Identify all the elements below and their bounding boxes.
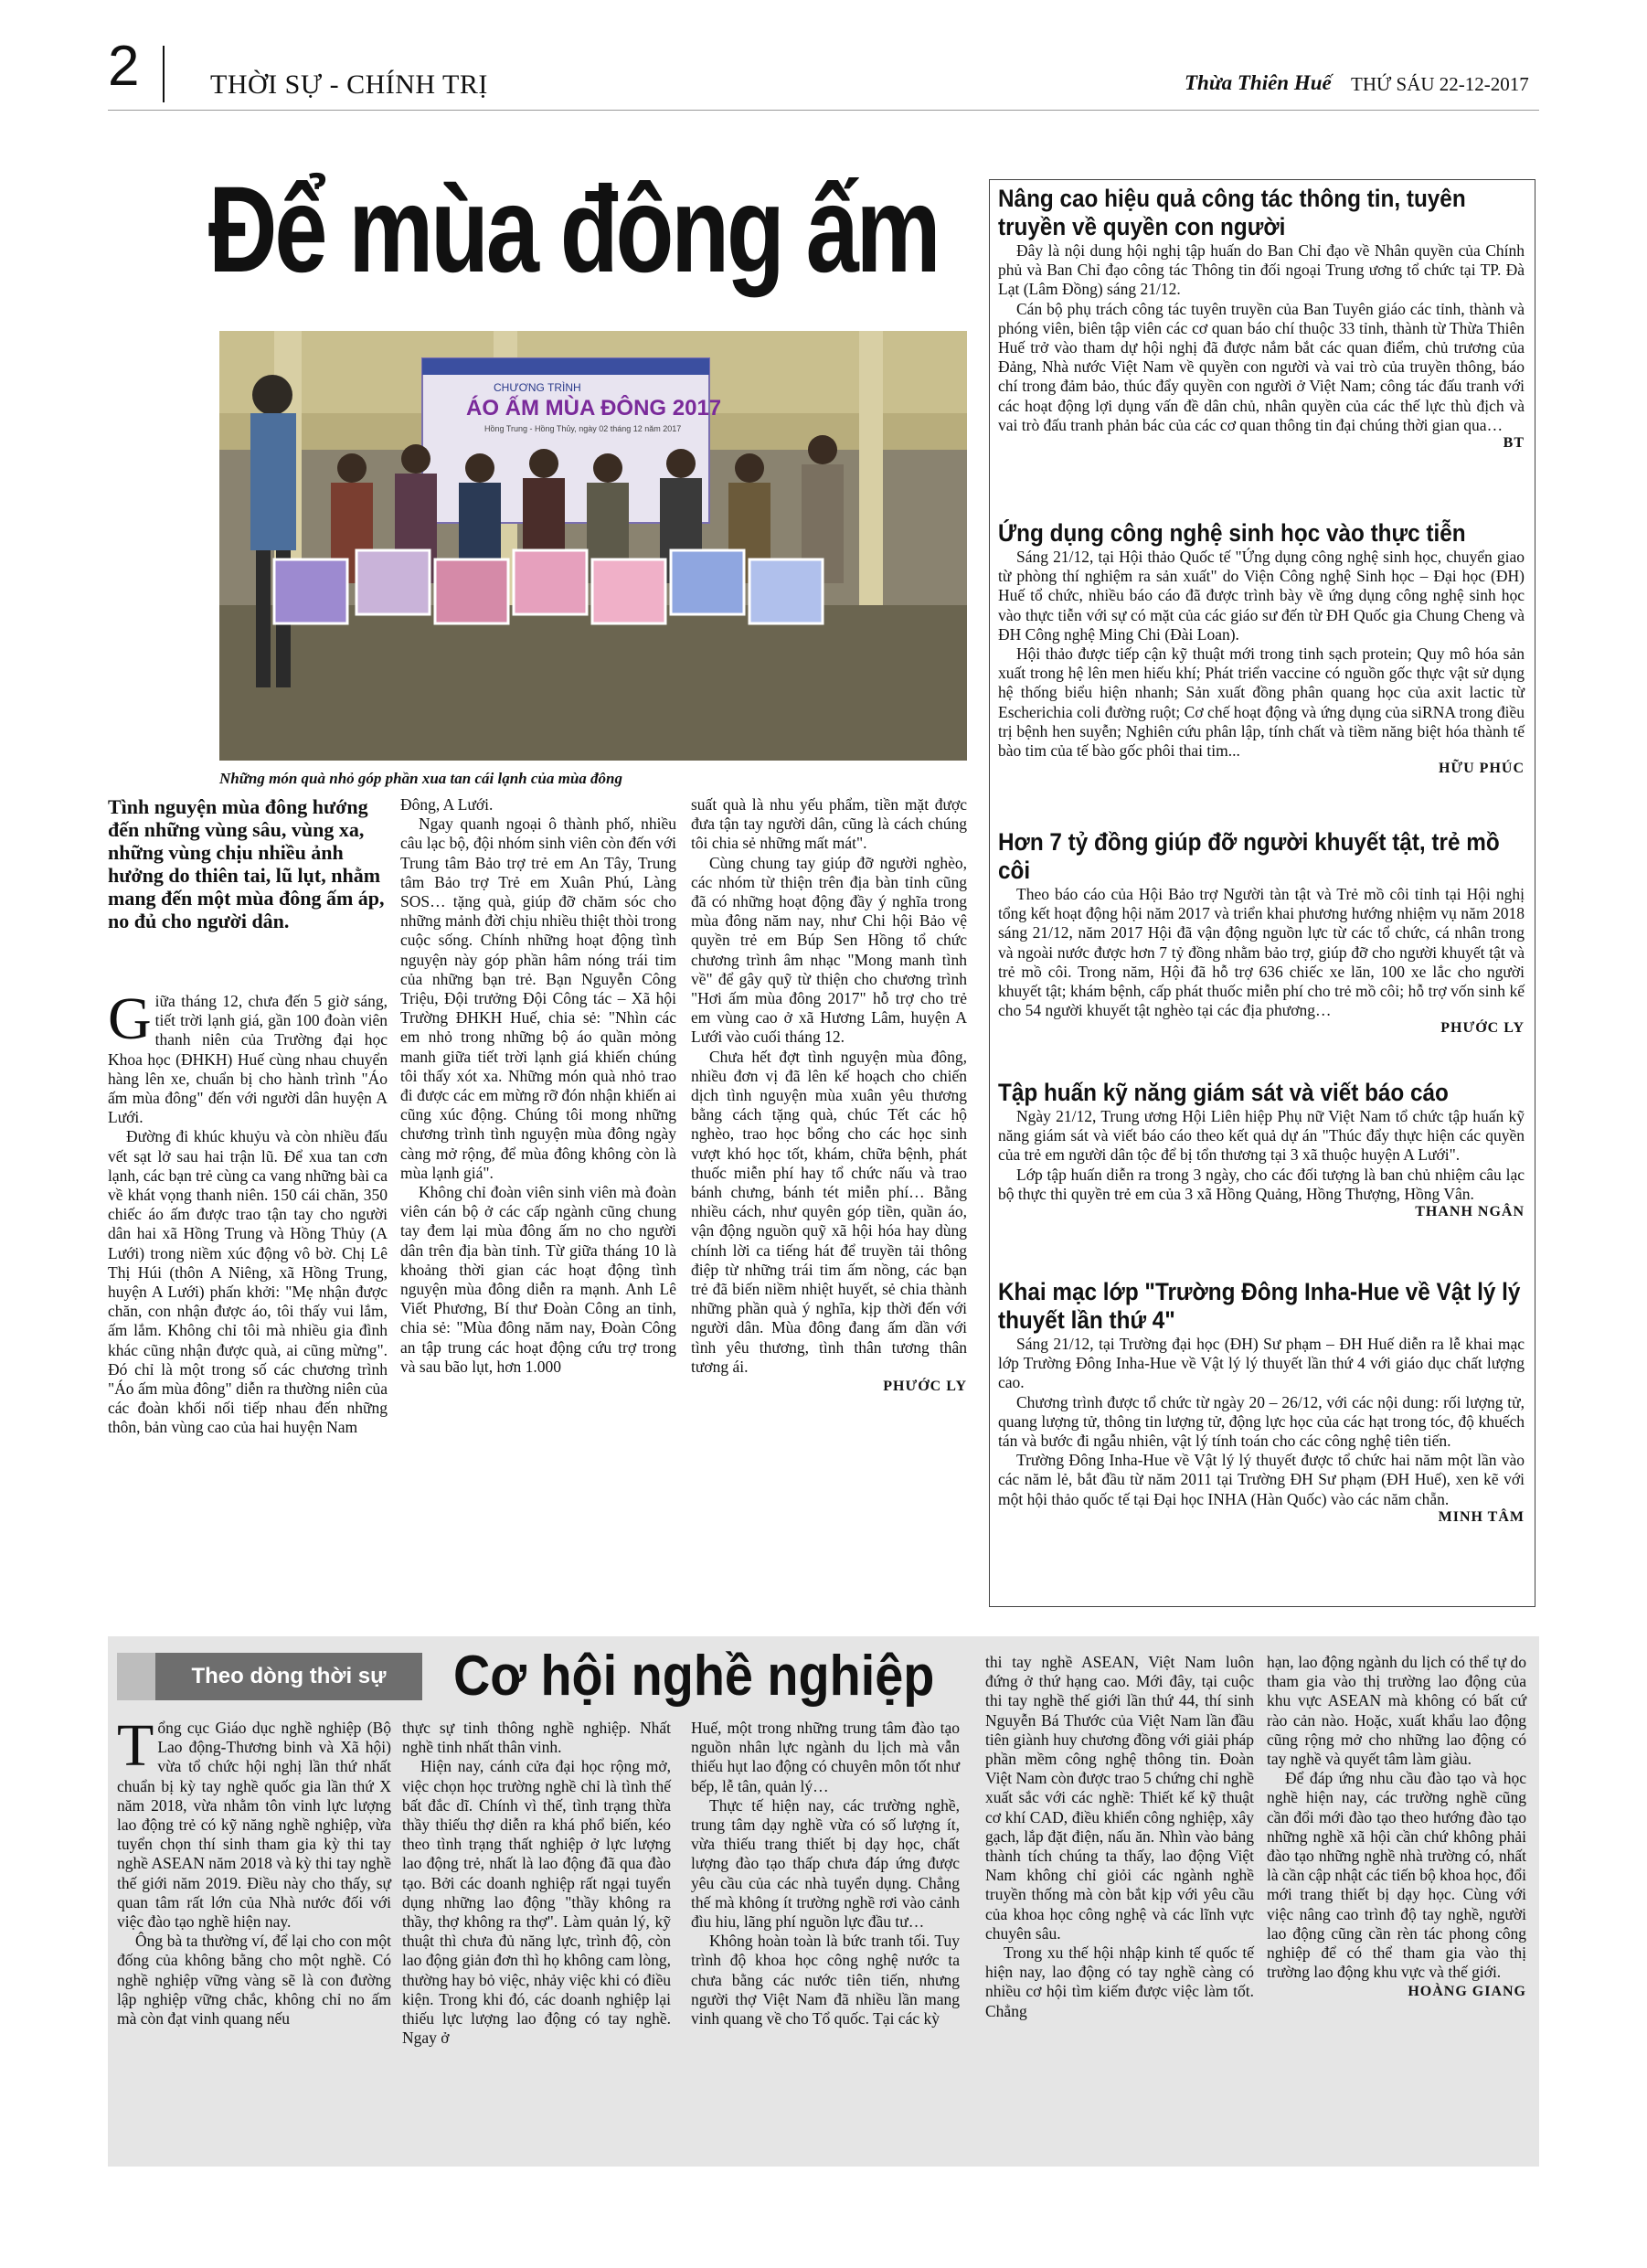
- commentary-column-1: [117, 1712, 391, 2028]
- banner-small-text: CHƯƠNG TRÌNH: [494, 381, 581, 394]
- article-photo: [219, 331, 967, 761]
- commentary-title: Cơ hội nghề nghiệp: [453, 1645, 935, 1708]
- paragraph: Ngày 21/12, Trung ương Hội Liên hiệp Phụ nữ Việt Nam tổ chức tập huấn kỹ năng giám sát và viết báo cáo theo kết quả dự án "Thúc đẩy thực hiện các quyền của trẻ em người dân tộc để bị tổn thương tại 3 xã thuộc huyện A Lưới".: [998, 1107, 1525, 1165]
- brief-title: Nâng cao hiệu quả công tác thông tin, tuyên truyền về quyền con người: [998, 185, 1466, 240]
- banner-sub-text: Hồng Trung - Hồng Thủy, ngày 02 tháng 12 năm 2017: [484, 424, 682, 433]
- paragraph: Lớp tập huấn diễn ra trong 3 ngày, cho các đối tượng là ban chủ nhiệm câu lạc bộ thực thi quyền trẻ em của 3 xã Hồng Quảng, Hồng Thượng, Hồng Vân.: [998, 1165, 1525, 1203]
- brief-item: [998, 1278, 1525, 1526]
- brief-byline: PHƯỚC LY: [1440, 1020, 1525, 1037]
- paragraph: iữa tháng 12, chưa đến 5 giờ sáng, tiết trời lạnh giá, gần 100 đoàn viên thanh niên của Trường đại học Khoa học (ĐHKH) Huế cùng nhau chuyển hàng lên xe, chuẩn bị cho hành trình "Áo ấm mùa đông" đến với người dân huyện A Lưới.: [108, 992, 388, 1127]
- commentary-column-4: [985, 1653, 1254, 2021]
- paragraph: Thực tế hiện nay, các trường nghề, trung tâm dạy nghề vừa có số lượng ít, vừa thiếu trang thiết bị dạy học, chất lượng đào tạo thấp chưa đáp ứng được yêu cầu của các nhà tuyển dụng. Chẳng thế mà không ít trường nghề rơi vào cảnh đìu hiu, lãng phí nguồn lực đầu tư…: [691, 1795, 960, 1932]
- article-column-1: [108, 985, 388, 1438]
- brief-item: [998, 185, 1525, 452]
- brief-byline: HỮU PHÚC: [1438, 761, 1525, 777]
- paragraph: hạn, lao động ngành du lịch có thể tự do tham gia vào thị trường lao động của khu vực ASEAN mà không có bất cứ rào cản nào. Hoặc, xuất khẩu lao động cũng rộng mở cho những lao động có tay nghề và quyết tâm làm giàu.: [1267, 1653, 1526, 1769]
- paragraph: suất quà là nhu yếu phẩm, tiền mặt được đưa tận tay người dân, cũng là cách chúng tôi chia sẻ những mất mát".: [691, 795, 967, 853]
- paragraph: Không chỉ đoàn viên sinh viên mà đoàn viên cán bộ ở các cấp ngành cũng chung tay đem lại mùa đông ấm no cho người dân trên địa bàn tỉnh. Từ giữa tháng 10 là khoảng thời gian các hoạt động tình nguyện mùa đông diễn ra mạnh. Anh Lê Viết Phương, Bí thư Đoàn Công an tỉnh, chia sẻ: "Mùa đông năm nay, Đoàn Công an tập trung các hoạt động cứu trợ trong và sau bão lụt, hơn 1.000: [400, 1183, 676, 1376]
- commentary-byline: HOÀNG GIANG: [1408, 1984, 1526, 2000]
- paragraph: Theo báo cáo của Hội Bảo trợ Người tàn tật và Trẻ mồ côi tỉnh tại Hội nghị tổng kết hoạt động hội năm 2017 và triển khai phương hướng nhiệm vụ năm 2018 sáng 21/12, năm 2017 Hội đã vận động nguồn lực từ các tổ chức, cá nhân trong và ngoài nước được hơn 7 tỷ đồng nhằm bảo trợ, giúp đỡ cho người khuyết tật và trẻ mồ côi. Trong năm, Hội đã hỗ trợ 636 chiếc xe lăn, 100 xe lắc cho người khuyết tật; khám bệnh, cấp phát thuốc miễn phí cho trẻ mồ côi; hỗ trợ vốn sinh kế cho 54 người khuyết tật nghèo tại các địa phương…: [998, 885, 1525, 1020]
- paragraph: Sáng 21/12, tại Hội thảo Quốc tế "Ứng dụng công nghệ sinh học, chuyển giao từ phòng thí nghiệm ra sản xuất" do Viện Công nghệ Sinh học – Đại học (ĐH) Huế tổ chức, nhiều báo cáo đã được trình bày về ứng dụng công nghệ sinh học vào thực tiễn với sự có mặt của các giáo sư đến từ ĐH Quốc gia Chung Cheng và ĐH Công nghệ Ming Chi (Đài Loan).: [998, 548, 1525, 644]
- column-tag: Theo dòng thời sự: [155, 1653, 422, 1700]
- brief-byline: MINH TÂM: [1438, 1508, 1525, 1525]
- brief-item: [998, 519, 1525, 777]
- paragraph: Ông bà ta thường ví, để lại cho con một đống của không bằng cho một nghề. Có nghề nghiệp vững vàng sẽ là con đường lập nghiệp vững chắc, không chỉ no ấm mà còn đạt vinh quang nếu: [117, 1932, 391, 2028]
- brief-title: Hơn 7 tỷ đồng giúp đỡ người khuyết tật, trẻ mồ côi: [998, 828, 1500, 884]
- page-number: 2: [108, 35, 140, 98]
- main-article-title: Để mùa đông ấm: [208, 162, 939, 298]
- article-photo-illustration: [219, 331, 967, 761]
- commentary-column-2: [402, 1719, 671, 2048]
- brief-title: Tập huấn kỹ năng giám sát và viết báo cáo: [998, 1079, 1449, 1106]
- brief-item: [998, 828, 1525, 1037]
- paragraph: thực sự tinh thông nghề nghiệp. Nhất nghề tinh nhất thân vinh.: [402, 1719, 671, 1757]
- paragraph: Hiện nay, cánh cửa đại học rộng mở, việc chọn học trường nghề chỉ là tình thế bất đắc dĩ. Chính vì thế, tình trạng thừa thầy thiếu thợ diễn ra khá phổ biến, kéo theo tình trạng thất nghiệp ở lực lượng lao động trẻ, nhất là lao động đã qua đào tạo. Bởi các doanh nghiệp rất ngại tuyển dụng những lao động "thầy không ra thầy, thợ không ra thợ". Làm quản lý, kỹ thuật thì chưa đủ năng lực, trình độ, còn lao động giản đơn thì họ không cam lòng, thường hay bỏ việc, nhảy việc khi có điều kiện. Trong khi đó, các doanh nghiệp lại thiếu lực lượng lao động có tay nghề. Ngay ở: [402, 1757, 671, 2048]
- paragraph: Không hoàn toàn là bức tranh tối. Tuy trình độ khoa học công nghệ nước ta chưa bằng các nước tiên tiến, nhưng người thợ Việt Nam đã nhiều lần mang vinh quang về cho Tổ quốc. Tại các kỳ: [691, 1932, 960, 2028]
- paragraph: Huế, một trong những trung tâm đào tạo nguồn nhân lực ngành du lịch mà vẫn thiếu hụt lao động có chuyên môn tốt như bếp, lễ tân, quản lý…: [691, 1719, 960, 1795]
- paragraph: Chưa hết đợt tình nguyện mùa đông, nhiều đơn vị đã lên kế hoạch cho chiến dịch tình nguyện mùa xuân yêu thương bằng cách tặng quà, chúc Tết các hộ nghèo, trao học bổng cho các học sinh vượt khó học tốt, khám, chữa bệnh, phát thuốc miễn phí hay tổ chức nấu và trao bánh chưng, bánh tét miễn phí… Bằng nhiều cách, như quyên góp tiền, quần áo, vận động nguồn quỹ xã hội hóa hay dùng chính lời ca tiếng hát để truyền tải thông điệp từ những trái tim ấm nồng, các bạn trẻ đã biến niềm nhiệt huyết, sẻ chia thành những phần quà ý nghĩa, kịp thời đến với người dân. Mùa đông đang ấm dần với tình yêu thương, tình thân tương thân tương ái.: [691, 1047, 967, 1376]
- brief-byline: BT: [1503, 435, 1525, 452]
- brief-item: [998, 1079, 1525, 1220]
- paragraph: Trường Đông Inha-Hue về Vật lý lý thuyết được tổ chức hai năm một lần vào các năm lẻ, bắt đầu từ năm 2011 tại Trường ĐH Sư phạm (ĐH Huế), xen kẽ với một hội thảo quốc tế tại Đại học INHA (Hàn Quốc) vào các năm chẵn.: [998, 1451, 1525, 1508]
- paragraph: Cán bộ phụ trách công tác tuyên truyền của Ban Tuyên giáo các tỉnh, thành và phóng viên, biên tập viên các cơ quan báo chí thuộc 33 tỉnh, thành từ Thừa Thiên Huế trở vào tham dự hội nghị đã được nắm bắt các quan điểm, chủ trương của Đảng, Nhà nước Việt Nam về quyền con người và vai trò của truyền thông, báo chí trong đảm bảo, thúc đẩy quyền con người ở Việt Nam; công tác đấu tranh với các hoạt động lợi dụng vấn đề dân chủ, nhân quyền của các thế lực thù địch và vai trò đấu tranh phản bác của các cơ quan thông tin đại chúng thời gian qua…: [998, 299, 1525, 434]
- banner-title-text: ÁO ẤM MÙA ĐÔNG 2017: [466, 396, 722, 421]
- paragraph: Sáng 21/12, tại Trường đại học (ĐH) Sư phạm – ĐH Huế diễn ra lễ khai mạc lớp Trường Đông Inha-Hue về Vật lý lý thuyết lần thứ 4 với giáo dục chất lượng cao.: [998, 1335, 1525, 1392]
- article-lead: Tình nguyện mùa đông hướng đến những vùng sâu, vùng xa, những vùng chịu nhiều ảnh hưởng do thiên tai, lũ lụt, nhằm mang đến một mùa đông ấm áp, no đủ cho người dân.: [108, 795, 385, 932]
- paragraph: thi tay nghề ASEAN, Việt Nam luôn đứng ở thứ hạng cao. Mới đây, tại cuộc thi tay nghề thế giới lần thứ 44, thí sinh Nguyễn Bá Thước của Việt Nam lần đầu tiên giành huy chương đồng với giải pháp phần mềm công nghệ thông tin. Đoàn Việt Nam còn được trao 5 chứng chỉ nghề xuất sắc với các nghề: Thiết kế kỹ thuật cơ khí CAD, điều khiển công nghiệp, xây gạch, lắp đặt điện, nấu ăn. Nhìn vào bảng thành tích chúng ta thấy, lao động Việt Nam không chỉ giỏi các ngành nghề truyền thống mà còn bắt kịp với yêu cầu của khoa học công nghệ và các lĩnh vực chuyên sâu.: [985, 1653, 1254, 1943]
- paragraph: Chương trình được tổ chức từ ngày 20 – 26/12, với các nội dung: rối lượng tử, quang lượng tử, thông tin lượng tử, động lực học của các hạt trong tóc, độ khuếch tán và bước đi ngẫu nhiên, vật lý tính toán cho các công nghệ tiên tiến.: [998, 1392, 1525, 1451]
- brief-byline: THANH NGÂN: [1415, 1204, 1525, 1220]
- paragraph: Đường đi khúc khuỷu và còn nhiều đấu vết sạt lở sau hai trận lũ. Để xua tan cơn lạnh, các bạn trẻ cùng ca vang những bài ca về khát vọng thanh niên. 150 cái chăn, 350 chiếc áo ấm được trao tận tay cho người dân hai xã Hồng Trung và Hồng Thủy (A Lưới) trong niềm xúc động vô bờ. Chị Lê Thị Húi (thôn A Niêng, xã Hồng Trung, huyện A Lưới) phấn khởi: "Mẹ nhận được chăn, con nhận được áo, tôi thấy vui lắm, ấm lắm. Không chỉ tôi mà nhiều gia đình khác cũng nhận được quà, ai cũng mừng". Đó chỉ là một trong số các chương trình "Áo ấm mùa đông" diễn ra thường niên của các đoàn khối nối tiếp nhau đến những thôn, bản vùng cao của hai huyện Nam: [108, 1127, 388, 1437]
- article-byline: PHƯỚC LY: [883, 1379, 967, 1395]
- tag-accent: [117, 1653, 155, 1700]
- paragraph: Đây là nội dung hội nghị tập huấn do Ban Chỉ đạo về Nhân quyền của Chính phủ và Ban Chỉ đạo công tác Thông tin đối ngoại Trung ương tổ chức tại TP. Đà Lạt (Lâm Đồng) sáng 21/12.: [998, 241, 1525, 299]
- section-name: THỜI SỰ - CHÍNH TRỊ: [210, 69, 488, 100]
- header-divider: [163, 46, 165, 102]
- paragraph: Ngay quanh ngoại ô thành phố, nhiều câu lạc bộ, đội nhóm sinh viên còn đến với Trung tâm Bảo trợ trẻ em An Tây, Trung tâm Bảo trợ Trẻ em Xuân Phú, Làng SOS… tặng quà, giúp đỡ chăm sóc cho những mảnh đời chịu nhiều thiệt thòi trong cuộc sống. Chính những hoạt động tình nguyện này góp phần hâm nóng trái tim của những bạn trẻ. Bạn Nguyễn Công Triệu, Đội trưởng Đội Công tác – Xã hội Trường ĐHKH Huế, chia sẻ: "Nhìn các em nhỏ trong những bộ áo quần mỏng manh giữa tiết trời lạnh giá khiến chúng tôi thấy xót xa. Những món quà nhỏ trao đi được các em mừng rỡ đón nhận khiến ai cũng xúc động. Chúng tôi mong những chương trình tình nguyện mùa đông ngày càng mở rộng, để mùa đông không còn là mùa lạnh giá".: [400, 815, 676, 1182]
- header-rule: [108, 110, 1539, 111]
- commentary-column-5: [1267, 1653, 1526, 2002]
- paragraph: Đông, A Lưới.: [400, 795, 494, 814]
- article-column-3: [691, 795, 967, 1396]
- brief-title: Khai mạc lớp "Trường Đông Inha-Hue về Vật lý lý thuyết lần thứ 4": [998, 1278, 1521, 1334]
- paragraph: Hội thảo được tiếp cận kỹ thuật mới trong tinh sạch protein; Quy mô hóa sản xuất trong hệ lên men hiếu khí; Phát triển vaccine có nguồn gốc thực vật sử dụng hệ thống biểu hiện nhanh; Sản xuất đồng phân quang học của axit lactic từ Escherichia coli đường ruột; Cơ chế hoạt động và ứng dụng của siRNA trong điều trị bệnh hen suyễn; Nghiên cứu phân lập, tính chất và tiềm năng biệt hóa thành tế bào tim của tế bào gốc phôi thai tim...: [998, 644, 1525, 761]
- paragraph: Để đáp ứng nhu cầu đào tạo và học nghề hiện nay, các trường nghề cũng cần đổi mới đào tạo theo hướng đào tạo những nghề xã hội cần chứ không phải đào tạo những nghề nhà trường có, nhất là cần cập nhật các tiến bộ khoa học, đổi mới trang thiết bị dạy học. Cùng với việc nâng cao trình độ tay nghề, người lao động cũng cần rèn tác phong công nghiệp để có thể tham gia vào thị trường lao động khu vực và thế giới.: [1267, 1769, 1526, 1982]
- brief-title: Ứng dụng công nghệ sinh học vào thực tiễn: [998, 519, 1466, 547]
- article-column-2: [400, 795, 676, 1377]
- issue-date: THỨ SÁU 22-12-2017: [1351, 73, 1529, 95]
- paragraph: Cùng chung tay giúp đỡ người nghèo, các nhóm từ thiện trên địa bàn tỉnh cũng đã có những hoạt động đầy ý nghĩa trong mùa đông năm nay, như Chi hội Bảo vệ quyền trẻ em Búp Sen Hồng tổ chức chương trình âm nhạc "Mong manh tình về" để gây quỹ từ thiện cho chương trình "Hơi ấm mùa đông 2017" hỗ trợ cho trẻ em vùng cao ở xã Hương Lâm, huyện A Lưới vào cuối tháng 12.: [691, 853, 967, 1047]
- photo-caption: Những món quà nhỏ góp phần xua tan cái lạnh của mùa đông: [219, 770, 622, 787]
- drop-cap: T: [117, 1712, 154, 1779]
- drop-cap: G: [108, 985, 152, 1052]
- paragraph: ổng cục Giáo dục nghề nghiệp (Bộ Lao động-Thương binh và Xã hội) vừa tổ chức hội nghị lần thứ nhất chuẩn bị kỳ tay nghề quốc gia lần thứ X năm 2018, vừa nhằm tôn vinh lực lượng lao động trẻ có kỹ năng nghề nghiệp, vừa tuyển chọn thí sinh tham gia kỳ thi tay nghề ASEAN năm 2018 và kỳ thi tay nghề thế giới năm 2019. Điều này cho thấy, sự quan tâm rất lớn của Nhà nước đối với việc đào tạo nghề hiện nay.: [117, 1719, 391, 1932]
- publication-name: Thừa Thiên Huế: [1185, 71, 1332, 94]
- commentary-column-3: [691, 1719, 960, 2028]
- paragraph: Trong xu thế hội nhập kinh tế quốc tế hiện nay, lao động có tay nghề càng có nhiều cơ hội tìm kiếm được việc làm tốt. Chẳng: [985, 1943, 1254, 2020]
